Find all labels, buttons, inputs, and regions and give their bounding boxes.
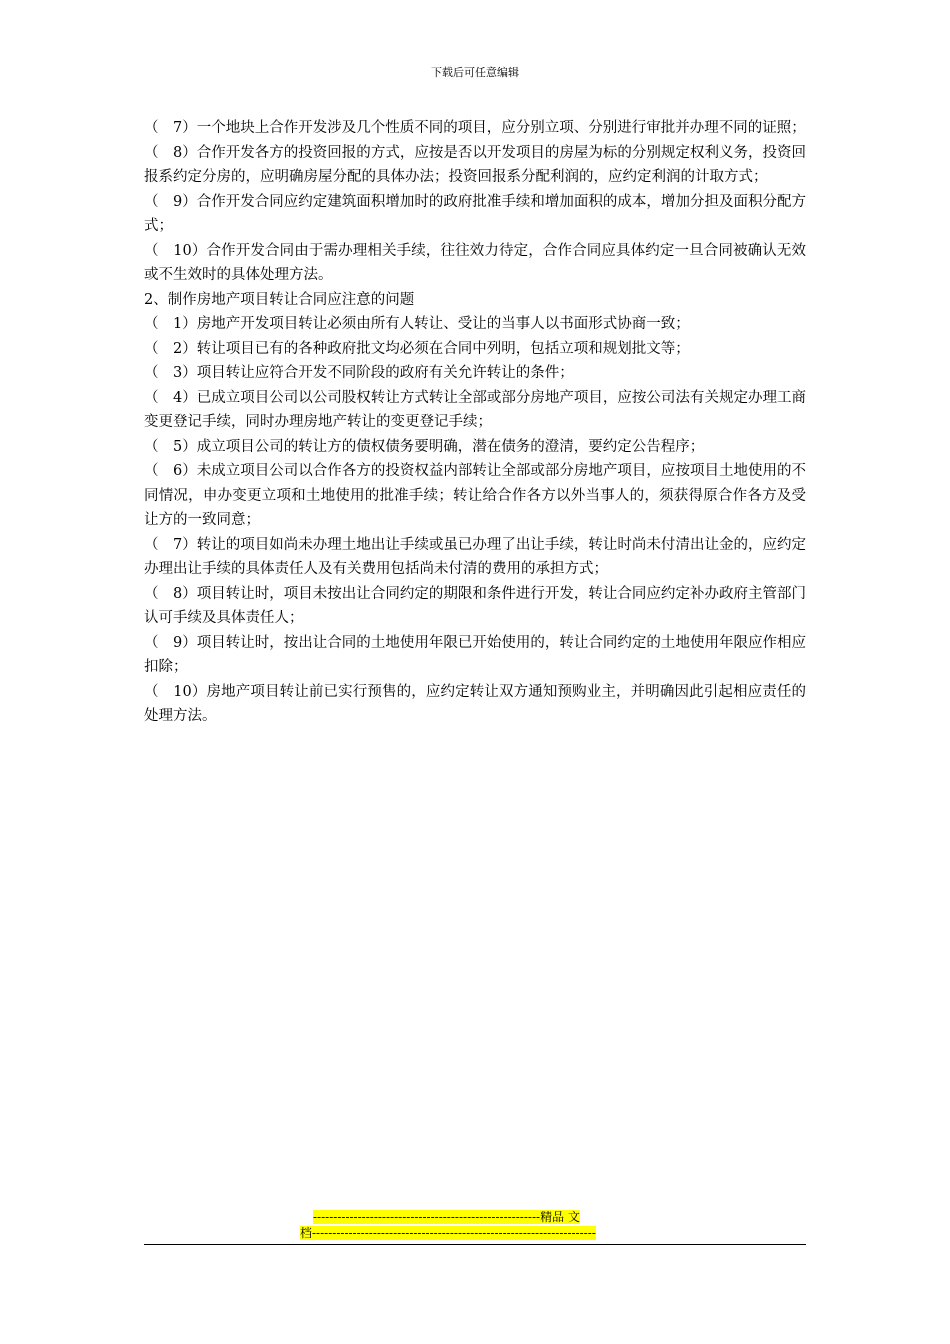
paragraph-item-7: （ 7）一个地块上合作开发涉及几个性质不同的项目，应分别立项、分别进行审批并办理不同的证照； <box>144 120 806 136</box>
document-body <box>144 116 806 729</box>
paragraph-transfer-3: （ 3）项目转让应符合开发不同阶段的政府有关允许转让的条件； <box>144 365 574 381</box>
paragraph-transfer-8: （ 8）项目转让时，项目未按出让合同约定的期限和条件进行开发，转让合同应约定补办政府主管部门认可手续及具体责任人； <box>144 585 806 626</box>
paragraph-item-10: （ 10）合作开发合同由于需办理相关手续，往往效力待定，合作合同应具体约定一旦合同被确认无效或不生效时的具体处理方法。 <box>144 242 806 283</box>
paragraph-transfer-10: （ 10）房地产项目转让前已实行预售的，应约定转让双方通知预购业主，并明确因此引起相应责任的处理方法。 <box>144 683 806 724</box>
paragraph-item-8: （ 8）合作开发各方的投资回报的方式，应按是否以开发项目的房屋为标的分别规定权利义务，投资回报系约定分房的，应明确房屋分配的具体办法；投资回报系分配利润的，应约定利润的计取方式； <box>144 144 806 185</box>
paragraph-transfer-7: （ 7）转让的项目如尚未办理土地出让手续或虽已办理了出让手续，转让时尚未付清出让金的，应约定办理出让手续的具体责任人及有关费用包括尚未付清的费用的承担方式； <box>144 536 806 577</box>
paragraph-item-9: （ 9）合作开发合同应约定建筑面积增加时的政府批准手续和增加面积的成本，增加分担及面积分配方式； <box>144 193 806 234</box>
paragraph-transfer-2: （ 2）转让项目已有的各种政府批文均必须在合同中列明，包括立项和规划批文等； <box>144 340 690 357</box>
paragraph-transfer-9: （ 9）项目转让时，按出让合同的土地使用年限已开始使用的，转让合同约定的土地使用年限应作相应扣除； <box>144 634 806 675</box>
page-header: 下载后可任意编辑 <box>431 66 519 79</box>
paragraph-transfer-4: （ 4）已成立项目公司以公司股权转让方式转让全部或部分房地产项目，应按公司法有关规定办理工商变更登记手续，同时办理房地产转让的变更登记手续； <box>144 389 806 430</box>
paragraph-transfer-6: （ 6）未成立项目公司以合作各方的投资权益内部转让全部或部分房地产项目，应按项目土地使用的不同情况，申办变更立项和土地使用的批准手续；转让给合作各方以外当事人的，须获得原合作各方及受让方的一致同意； <box>144 463 806 528</box>
section-heading: 2、制作房地产项目转让合同应注意的问题 <box>144 291 415 308</box>
footer-highlight-2: 档---------------------------------------------------------------------- <box>300 1226 596 1240</box>
footer-highlight-1: --------------------------------------------------------精品 文 <box>313 1210 580 1224</box>
footer-watermark-line-2 <box>300 1225 650 1241</box>
paragraph-transfer-5: （ 5）成立项目公司的转让方的债权债务要明确，潜在债务的澄清，要约定公告程序； <box>144 438 705 455</box>
footer-divider <box>144 1244 806 1245</box>
footer-watermark-line-1 <box>313 1209 638 1225</box>
paragraph-transfer-1: （ 1）房地产开发项目转让必须由所有人转让、受让的当事人以书面形式协商一致； <box>144 316 690 332</box>
page-footer <box>300 1209 650 1241</box>
